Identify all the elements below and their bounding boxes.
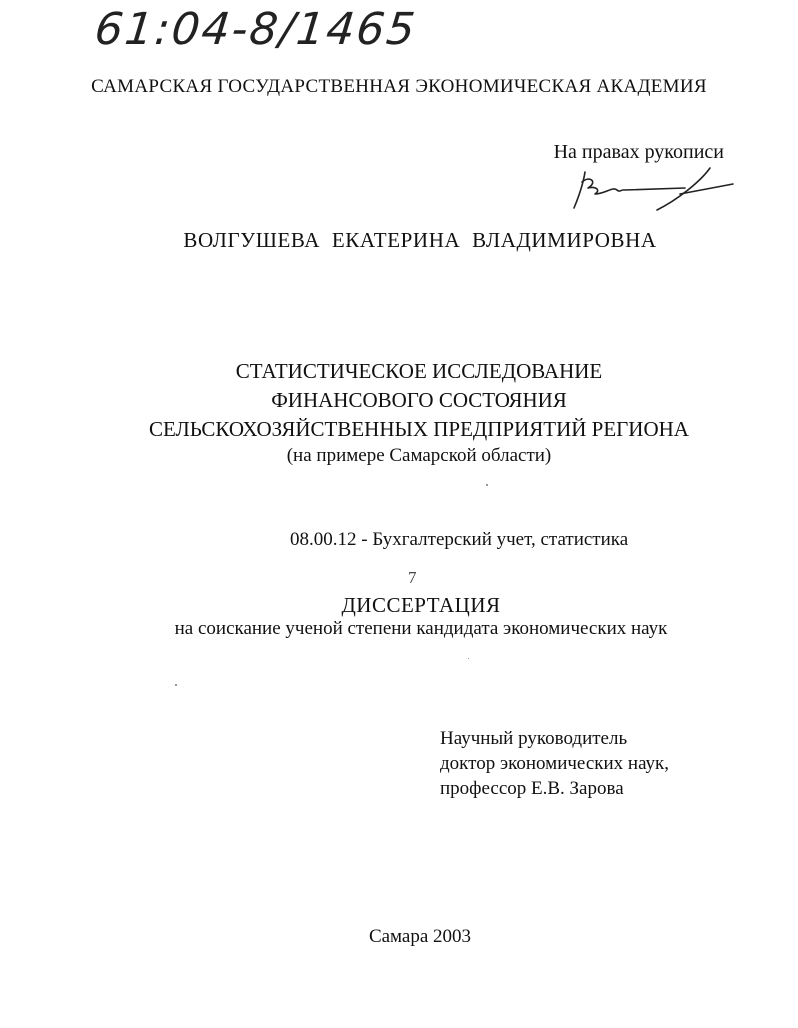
title-line-3: СЕЛЬСКОХОЗЯЙСТВЕННЫХ ПРЕДПРИЯТИЙ РЕГИОНА — [149, 417, 689, 441]
supervisor-role: Научный руководитель — [440, 728, 628, 749]
title-subtitle: (на примере Самарской области) — [286, 445, 552, 466]
archive-number-handwritten: 61:04-8/1465 — [92, 4, 420, 55]
author-signature — [565, 160, 740, 215]
scan-speck — [468, 658, 469, 659]
author-name: ВОЛГУШЕВА ЕКАТЕРИНА ВЛАДИМИРОВНА — [183, 228, 657, 252]
supervisor-name: профессор Е.В. Зарова — [440, 778, 624, 799]
degree-statement: на соискание ученой степени кандидата экономических наук — [174, 618, 668, 639]
title-line-1: СТАТИСТИЧЕСКОЕ ИССЛЕДОВАНИЕ — [235, 359, 603, 383]
supervisor-degree: доктор экономических наук, — [440, 753, 670, 774]
pen-mark: 7 — [408, 568, 417, 587]
dissertation-title — [0, 357, 798, 468]
specialty-code: 08.00.12 - Бухгалтерский учет, статистика — [290, 529, 629, 550]
scan-speck — [175, 684, 177, 686]
title-line-2: ФИНАНСОВОГО СОСТОЯНИЯ — [271, 388, 567, 412]
scan-speck — [486, 484, 488, 486]
supervisor-block — [440, 726, 669, 801]
institution-name: САМАРСКАЯ ГОСУДАРСТВЕННАЯ ЭКОНОМИЧЕСКАЯ АКАДЕМИЯ — [91, 76, 707, 97]
city-year: Самара 2003 — [368, 926, 472, 947]
document-type: ДИССЕРТАЦИЯ — [341, 593, 501, 617]
manuscript-rights-note: На правах рукописи — [553, 141, 724, 163]
